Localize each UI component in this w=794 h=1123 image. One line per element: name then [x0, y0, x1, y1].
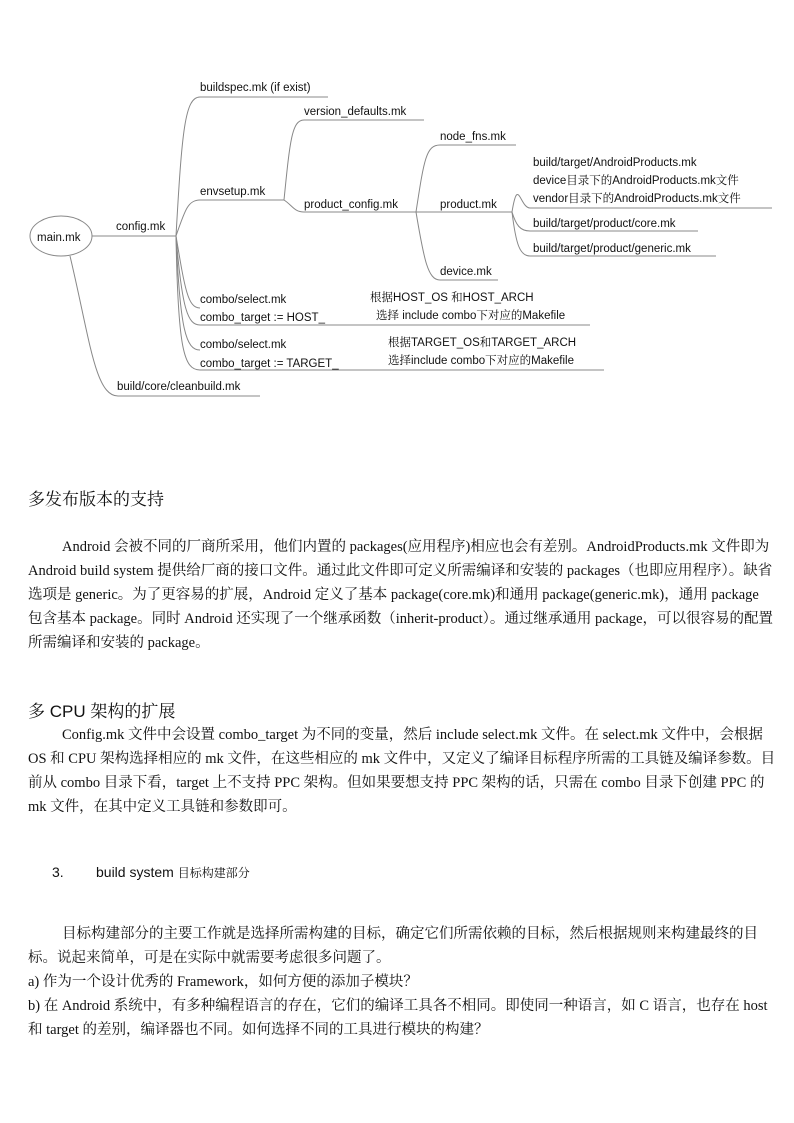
section-body-multi-cpu — [28, 723, 776, 819]
combo-select-1: combo/select.mk — [200, 294, 287, 306]
cleanbuild-node: build/core/cleanbuild.mk — [117, 381, 241, 393]
combo-target-target: combo_target := TARGET_ — [200, 358, 339, 370]
vendor-products-node: vendor目录下的AndroidProducts.mk文件 — [533, 193, 741, 205]
section-title-multi-cpu: 多 CPU 架构的扩展 — [28, 702, 176, 721]
connector — [70, 256, 260, 396]
target-note-2: 选择include combo下对应的Makefile — [388, 355, 574, 367]
host-note-2: 选择 include combo下对应的Makefile — [376, 310, 566, 322]
buildspec-node: buildspec.mk (if exist) — [200, 82, 311, 94]
config-node: config.mk — [116, 221, 166, 233]
combo-select-2: combo/select.mk — [200, 339, 287, 351]
core-mk-node: build/target/product/core.mk — [533, 218, 676, 230]
target-note-1: 根据TARGET_OS和TARGET_ARCH — [388, 337, 577, 349]
connector — [284, 120, 424, 200]
section-3-title: build system — [96, 864, 174, 880]
section-3-subtitle: 目标构建部分 — [177, 866, 250, 880]
section-title-multi-release: 多发布版本的支持 — [28, 490, 164, 509]
section-body-multi-release — [28, 535, 776, 655]
device-products-node: device目录下的AndroidProducts.mk文件 — [533, 175, 739, 187]
connector — [176, 200, 284, 236]
section-3-heading — [52, 864, 250, 881]
section-3-body — [28, 922, 776, 1042]
node-fns-node: node_fns.mk — [440, 131, 506, 143]
root-node: main.mk — [37, 232, 81, 244]
paragraph: b) 在 Android 系统中，有多种编程语言的存在，它们的编译工具各不相同。即使同一种语言，如 C 语言，也存在 host 和 target 的差别，编译器也不同。如何选择不同的工具进行模块的构建？ — [28, 998, 768, 1038]
connector — [176, 236, 200, 350]
envsetup-node: envsetup.mk — [200, 186, 266, 198]
device-node: device.mk — [440, 266, 492, 278]
product-config-node: product_config.mk — [304, 199, 398, 211]
build-mindmap — [0, 0, 794, 410]
paragraph: 目标构建部分的主要工作就是选择所需构建的目标，确定它们所需依赖的目标，然后根据规则来构建最终的目标。说起来简单，可是在实际中就需要考虑很多问题了。 — [28, 926, 758, 966]
paragraph: Config.mk 文件中会设置 combo_target 为不同的变量，然后 include select.mk 文件。在 select.mk 文件中，会根据 OS 和 CPU 架构选择相应的 mk 文件，在这些相应的 mk 文件中，又定义了编译目标程序所需的工具链及编译参数。目前从 combo 目录下看，target 上不支持 PPC 架构。但如果要想支持 PPC 架构的话，只需在 combo 目录下创建 PPC 的 mk 文件，在其中定义工具链和参数即可。 — [28, 727, 776, 815]
generic-mk-node: build/target/product/generic.mk — [533, 243, 691, 255]
product-node: product.mk — [440, 199, 497, 211]
combo-target-host: combo_target := HOST_ — [200, 312, 325, 324]
android-products-node: build/target/AndroidProducts.mk — [533, 157, 697, 169]
paragraph: Android 会被不同的厂商所采用，他们内置的 packages(应用程序)相应也会有差别。AndroidProducts.mk 文件即为 Android build system 提供给厂商的接口文件。通过此文件即可定义所需编译和安装的 packages（也即应用程序）。缺省选项是 generic。为了更容易的扩展，Android 定义了基本 package(core.mk)和通用 package(generic.mk)，通用 package 包含基本 package。同时 Android 还实现了一个继承函数（inherit-product）。通过继承通用 package，可以很容易的配置所需编译和安装的 package。 — [28, 539, 774, 651]
version-defaults-node: version_defaults.mk — [304, 106, 407, 118]
host-note-1: 根据HOST_OS 和HOST_ARCH — [370, 292, 534, 304]
paragraph: a) 作为一个设计优秀的 Framework，如何方便的添加子模块？ — [28, 974, 418, 990]
section-number: 3. — [52, 864, 64, 880]
